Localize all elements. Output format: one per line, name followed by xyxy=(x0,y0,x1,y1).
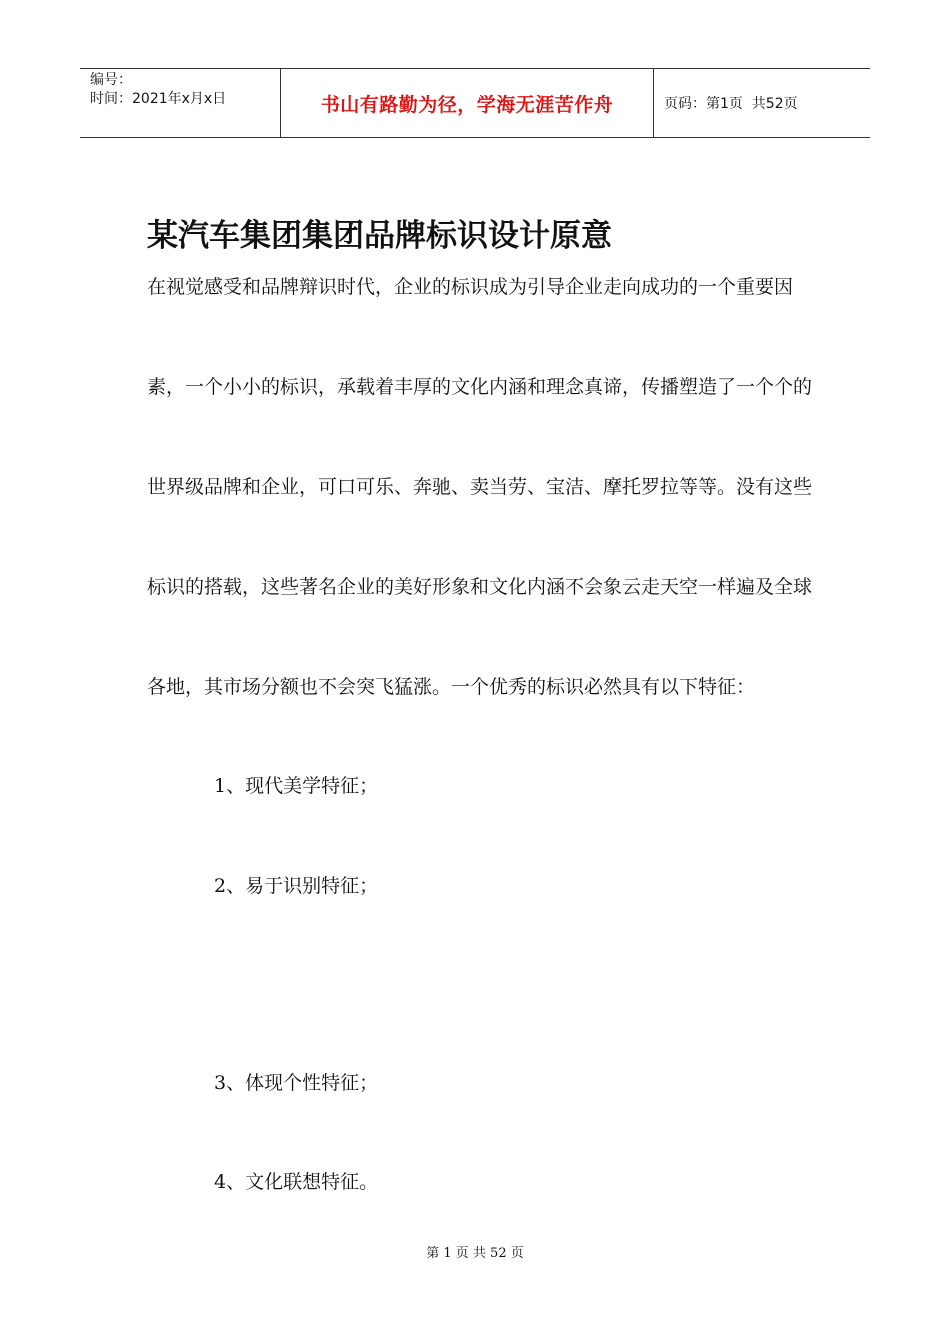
document-title: 某汽车集团集团品牌标识设计原意 xyxy=(147,218,612,254)
page-footer: 第 1 页 共 52 页 xyxy=(426,1246,524,1261)
list-item: 1、现代美学特征； xyxy=(214,775,379,797)
header-page-info xyxy=(654,69,870,137)
header-motto: 书山有路勤为径，学海无涯苦作舟 xyxy=(281,69,654,137)
page-info-text: 页码：第1页 共52页 xyxy=(664,96,798,112)
page-header xyxy=(80,68,870,138)
paragraph-line: 素，一个小小的标识，承载着丰厚的文化内涵和理念真谛，传播塑造了一个个的 xyxy=(147,376,813,398)
doc-number-label: 编号： xyxy=(90,72,132,88)
list-item: 2、易于识别特征； xyxy=(214,875,379,897)
header-meta xyxy=(80,69,281,137)
paragraph-line: 在视觉感受和品牌辩识时代，企业的标识成为引导企业走向成功的一个重要因 xyxy=(147,276,794,298)
paragraph-line: 世界级品牌和企业，可口可乐、奔驰、卖当劳、宝洁、摩托罗拉等等。没有这些 xyxy=(147,476,813,498)
time-label: 时间：2021年x月x日 xyxy=(90,91,227,107)
paragraph-line: 各地，其市场分额也不会突飞猛涨。一个优秀的标识必然具有以下特征： xyxy=(147,676,756,698)
list-item: 4、文化联想特征。 xyxy=(214,1171,379,1193)
list-item: 3、体现个性特征； xyxy=(214,1072,379,1094)
paragraph-line: 标识的搭载，这些著名企业的美好形象和文化内涵不会象云走天空一样遍及全球 xyxy=(147,576,813,598)
